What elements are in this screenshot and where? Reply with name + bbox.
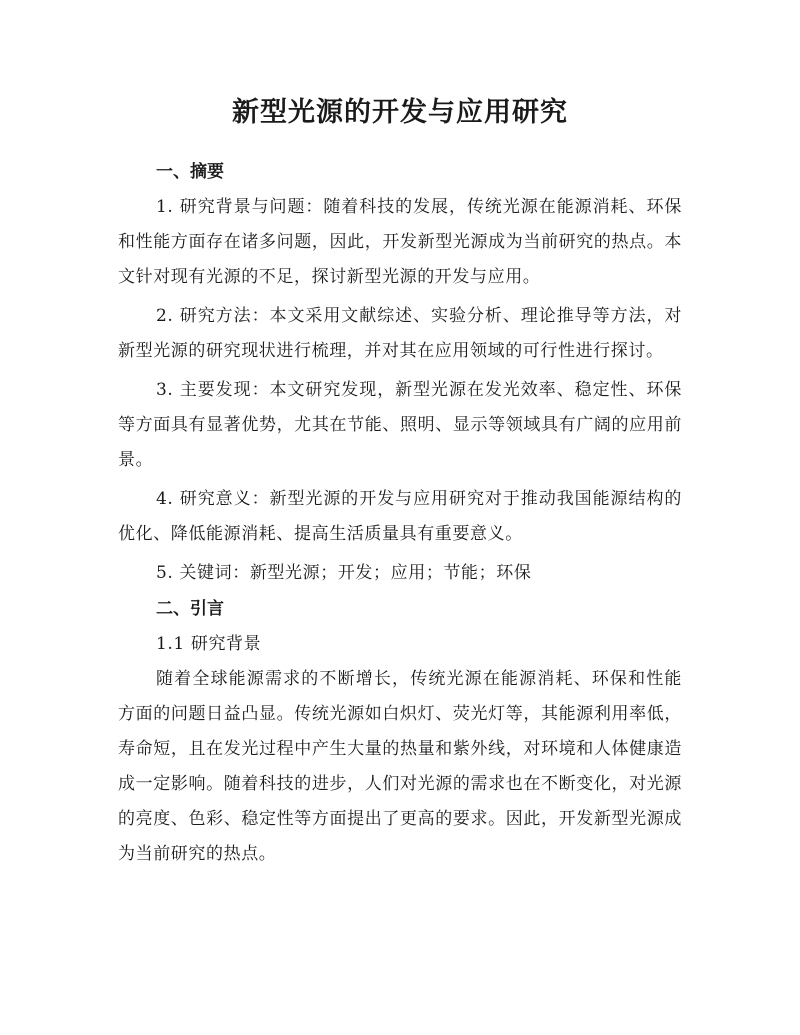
introduction-heading: 二、引言 [156,599,224,619]
abstract-item-significance: 4. 研究意义：新型光源的开发与应用研究对于推动我国能源结构的优化、降低能源消耗、提高生活质量具有重要意义。 [118,489,682,544]
abstract-item-methods: 2. 研究方法：本文采用文献综述、实验分析、理论推导等方法，对新型光源的研究现状进行梳理，并对其在应用领域的可行性进行探讨。 [118,306,682,361]
abstract-heading: 一、摘要 [156,162,224,182]
document-page [118,90,682,876]
abstract-item-findings: 3. 主要发现：本文研究发现，新型光源在发光效率、稳定性、环保等方面具有显著优势，尤其在节能、照明、显示等领域具有广阔的应用前景。 [118,380,682,470]
introduction-paragraph: 随着全球能源需求的不断增长，传统光源在能源消耗、环保和性能方面的问题日益凸显。传统光源如白炽灯、荧光灯等，其能源利用率低，寿命短，且在发光过程中产生大量的热量和紫外线，对环境和人体健康造成一定影响。随着科技的进步，人们对光源的需求也在不断变化，对光源的亮度、色彩、稳定性等方面提出了更高的要求。因此，开发新型光源成为当前研究的热点。 [118,669,682,864]
abstract-item-background: 1. 研究背景与问题：随着科技的发展，传统光源在能源消耗、环保和性能方面存在诸多问题，因此，开发新型光源成为当前研究的热点。本文针对现有光源的不足，探讨新型光源的开发与应用。 [118,197,682,287]
introduction-subheading: 1.1 研究背景 [156,634,262,654]
abstract-keywords: 5. 关键词：新型光源；开发；应用；节能；环保 [156,563,532,583]
document-title: 新型光源的开发与应用研究 [232,97,568,128]
